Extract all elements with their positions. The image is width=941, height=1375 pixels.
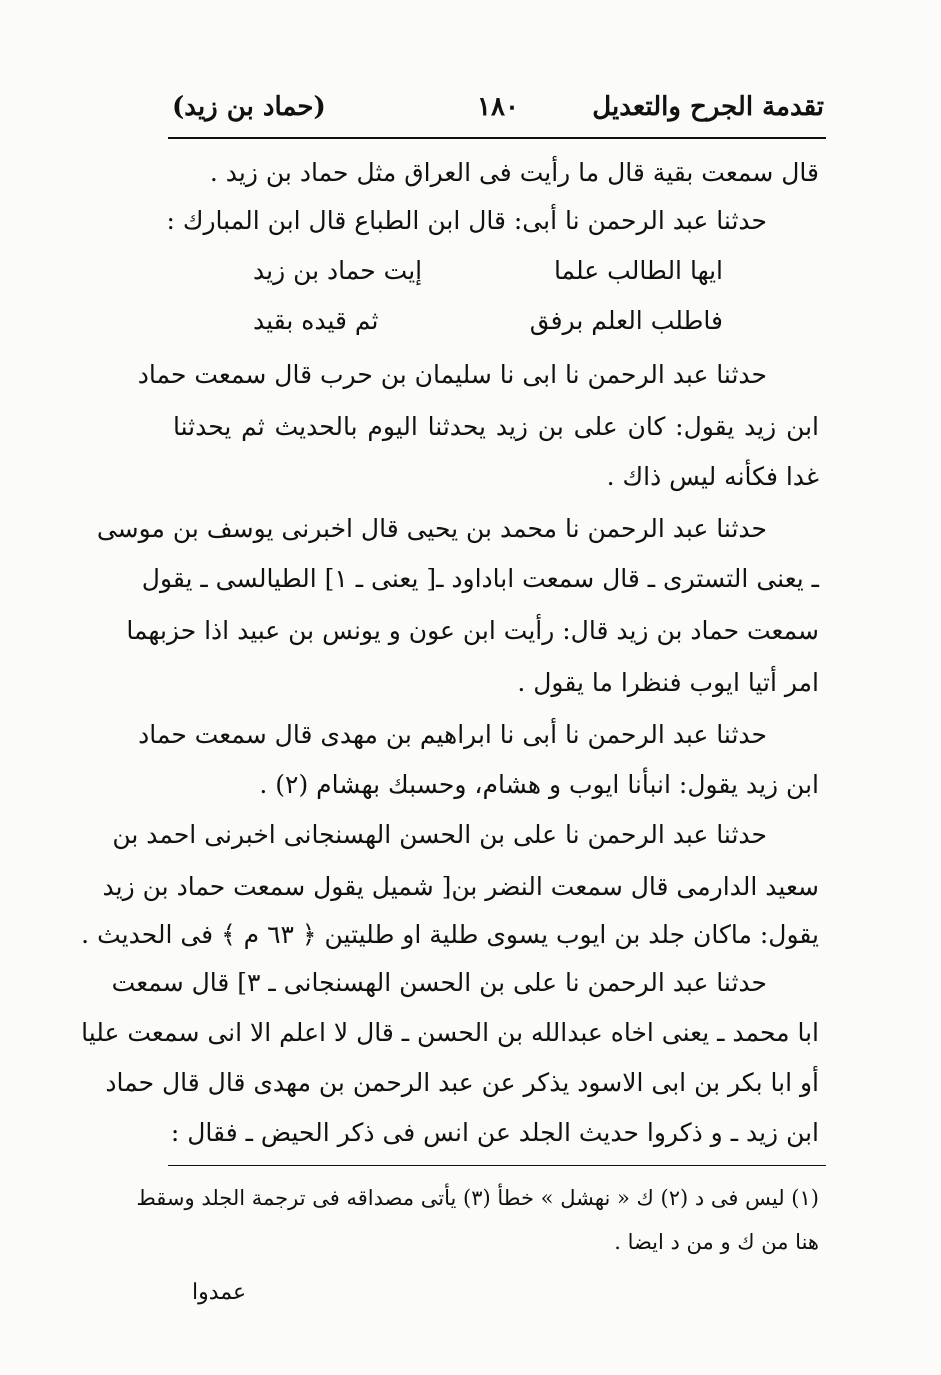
catchword: عمدوا: [192, 1280, 247, 1305]
text-line: حدثنا عبد الرحمن نا أبى: قال ابن الطباع قال ابن المبارك :: [166, 206, 767, 235]
book-title: تقدمة الجرح والتعديل: [592, 92, 824, 122]
footnote-rule: [168, 1165, 826, 1166]
text-line: يقول: ماكان جلد بن ايوب يسوى طلية او طليتين ﴿ ٦٣ م ﴾ فى الحديث .: [81, 920, 819, 949]
text-line: ابن زيد يقول: كان على بن زيد يحدثنا اليوم بالحديث ثم يحدثنا: [173, 412, 819, 441]
page-header: [172, 82, 824, 132]
text-line: سعيد الدارمى قال سمعت النضر بن[ شميل يقول سمعت حماد بن زيد: [102, 872, 819, 901]
text-line: حدثنا عبد الرحمن نا محمد بن يحيى قال اخبرنى يوسف بن موسى: [96, 514, 767, 543]
footnote-line: (١) ليس فى د (٢) ك « نهشل » خطأ (٣) يأتى مصداقه فى ترجمة الجلد وسقط: [136, 1186, 819, 1210]
text-line: ابا محمد ـ يعنى اخاه عبدالله بن الحسن ـ قال لا اعلم الا انى سمعت عليا: [81, 1018, 819, 1047]
text-line: غدا فكأنه ليس ذاك .: [606, 462, 819, 491]
text-line: أو ابا بكر بن ابى الاسود يذكر عن عبد الرحمن بن مهدى قال قال حماد: [105, 1068, 819, 1097]
section-title: (حماد بن زيد): [172, 92, 326, 122]
footnote-line: هنا من ك و من د ايضا .: [614, 1230, 819, 1254]
verse-hemistich: ايها الطالب علما: [553, 256, 723, 285]
text-line: حدثنا عبد الرحمن نا أبى نا ابراهيم بن مهدى قال سمعت حماد: [138, 720, 767, 749]
text-line: حدثنا عبد الرحمن نا ابى نا سليمان بن حرب قال سمعت حماد: [137, 360, 767, 389]
header-rule: [168, 137, 826, 139]
text-line: قال سمعت بقية قال ما رأيت فى العراق مثل حماد بن زيد .: [209, 158, 819, 187]
text-line: ابن زيد ـ و ذكروا حديث الجلد عن انس فى ذكر الحيض ـ فقال :: [170, 1118, 819, 1147]
text-line: حدثنا عبد الرحمن نا على بن الحسن الهسنجانى ـ ٣] قال سمعت: [111, 968, 767, 997]
verse-line: [253, 298, 723, 344]
verse-hemistich: ثم قيده بقيد: [253, 306, 379, 335]
page-number: ١٨٠: [477, 92, 519, 122]
text-line: ابن زيد يقول: انبأنا ايوب و هشام، وحسبك بهشام (٢) .: [259, 770, 819, 799]
text-line: سمعت حماد بن زيد قال: رأيت ابن عون و يونس بن عبيد اذا حزبهما: [126, 616, 819, 645]
text-line: ـ يعنى التسترى ـ قال سمعت اباداود ـ[ يعنى ـ ١] الطيالسى ـ يقول: [141, 564, 819, 593]
text-line: امر أتيا ايوب فنظرا ما يقول .: [517, 668, 819, 697]
verse-hemistich: إيت حماد بن زيد: [253, 256, 423, 285]
verse-line: [253, 248, 723, 294]
verse-hemistich: فاطلب العلم برفق: [529, 306, 723, 335]
text-line: حدثنا عبد الرحمن نا على بن الحسن الهسنجانى اخبرنى احمد بن: [112, 820, 767, 849]
